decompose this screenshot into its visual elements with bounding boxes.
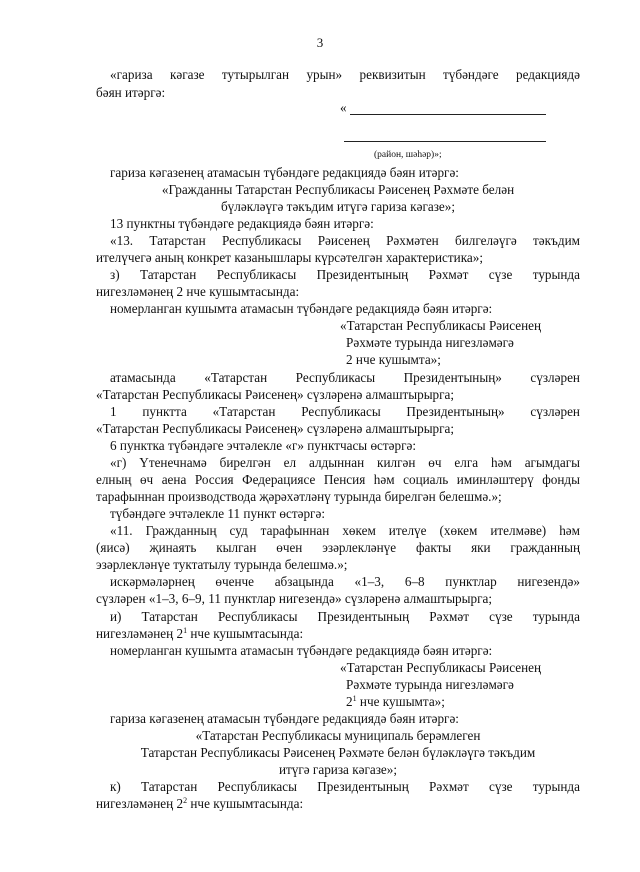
text-run: нигезләмәнең 2 xyxy=(96,626,184,641)
text-run: нче кушымта»; xyxy=(359,694,445,709)
text-run: нче кушымтасында: xyxy=(190,796,304,811)
text-run: нче кушымтасында: xyxy=(190,626,304,641)
text-line: бәян итәргә: xyxy=(96,85,166,100)
text-line: «Татарстан Республикасы Рәисенең» сүзләренә алмаштырырга; xyxy=(96,421,455,436)
text-line: тарафыннан производствода җәрәхәтләнү турында бирелгән белешмә.»; xyxy=(96,489,502,504)
text-line: «Татарстан Республикасы муниципаль берәмлеген xyxy=(195,728,481,743)
blank-line xyxy=(344,141,546,142)
text-line: «Татарстан Республикасы Рәисенең xyxy=(340,318,542,333)
text-line: номерланган кушымта атамасын түбәндәге редакциядә бәян итәргә: xyxy=(110,643,493,658)
text-line: (яисә) җинаять кылган өчен эзәрлекләнүе факты яки гражданның xyxy=(96,540,580,555)
text-line: к) Татарстан Республикасы Президентының Рәхмәт сүзе турында xyxy=(110,779,580,794)
field-caption-text: (район, шәһәр)»; xyxy=(374,150,442,160)
text-line: 6 пунктка түбәндәге эчтәлекле «г» пунктчасы өстәргә: xyxy=(110,438,417,453)
text-line: «13. Татарстан Республикасы Рәисенең Рәхмәтен билгеләүгә тәкъдим xyxy=(110,233,580,248)
blank-line xyxy=(350,114,546,115)
text-line: «Гражданны Татарстан Республикасы Рәисенең Рәхмәте белән xyxy=(161,182,515,197)
page-number: 3 xyxy=(316,35,324,50)
text-line: и) Татарстан Республикасы Президентының Рәхмәт сүзе турында xyxy=(110,609,580,624)
text-line: Рәхмәте турында нигезләмәгә xyxy=(346,677,514,692)
text-line: атамасында «Татарстан Республикасы Президентының» сүзләрен xyxy=(110,370,580,385)
text-line: Татарстан Республикасы Рәисенең Рәхмәте белән бүләкләүгә тәкъдим xyxy=(140,745,536,760)
text-line: итүгә гариза кәгазе»; xyxy=(278,762,398,777)
text-run: 2 xyxy=(346,694,353,709)
text-line: сүзләрен «1–3, 6–9, 11 пунктлар нигезендә» сүзләренә алмаштырырга; xyxy=(96,591,493,606)
text-line: «гариза кәгазе тутырылган урын» реквизитын түбәндәге редакциядә xyxy=(110,67,580,82)
superscript: 1 xyxy=(352,694,357,703)
text-run: нигезләмәнең 2 xyxy=(96,796,184,811)
text-line: «Татарстан Республикасы Рәисенең xyxy=(340,660,542,675)
text-line: елның өч аена Россия Федерациясе Пенсия һәм социаль иминләштерү фонды xyxy=(96,472,580,487)
field-caption xyxy=(374,144,494,164)
text-line: 2 нче кушымта»; xyxy=(346,352,441,367)
text-line: «Татарстан Республикасы Рәисенең» сүзләренә алмаштырырга; xyxy=(96,387,455,402)
text-line: гариза кәгазенең атамасын түбәндәге редакциядә бәян итәргә: xyxy=(110,165,459,180)
superscript: 1 xyxy=(183,626,188,635)
text-line: искәрмәләрнең өченче абзацында «1–3, 6–8 пунктлар нигезендә» xyxy=(110,574,580,589)
text-line: ителүчегә аның конкрет казанышлары күрсәтелгән характеристика»; xyxy=(96,250,484,265)
text-line xyxy=(96,625,580,642)
text-line: түбәндәге эчтәлекле 11 пункт өстәргә: xyxy=(110,506,325,521)
text-line: номерланган кушымта атамасын түбәндәге редакциядә бәян итәргә: xyxy=(110,301,493,316)
superscript: 2 xyxy=(183,796,188,805)
text-line: бүләкләүгә тәкъдим итүгә гариза кәгазе»; xyxy=(220,199,456,214)
text-line: Рәхмәте турында нигезләмәгә xyxy=(346,335,514,350)
text-line: «11. Гражданның суд тарафыннан хөкем ителүе (хөкем ителмәве) һәм xyxy=(110,523,580,538)
text-line: 1 пунктта «Татарстан Республикасы Президентының» сүзләрен xyxy=(110,404,580,419)
text-line xyxy=(346,693,576,710)
text-line: гариза кәгазенең атамасын түбәндәге редакциядә бәян итәргә: xyxy=(110,711,459,726)
form-field-open-quote: « xyxy=(340,100,347,115)
text-line xyxy=(96,795,580,812)
text-line: нигезләмәнең 2 нче кушымтасында: xyxy=(96,284,300,299)
text-line: 13 пунктны түбәндәге редакциядә бәян итәргә: xyxy=(110,216,374,231)
text-line: з) Татарстан Республикасы Президентының Рәхмәт сүзе турында xyxy=(110,267,580,282)
text-line: эзәрлекләнүе туктатылу турында белешмә.»; xyxy=(96,557,348,572)
text-line: «г) Үтенечнамә бирелгән ел алдыннан килгән өч елга һәм агымдагы xyxy=(110,455,580,470)
